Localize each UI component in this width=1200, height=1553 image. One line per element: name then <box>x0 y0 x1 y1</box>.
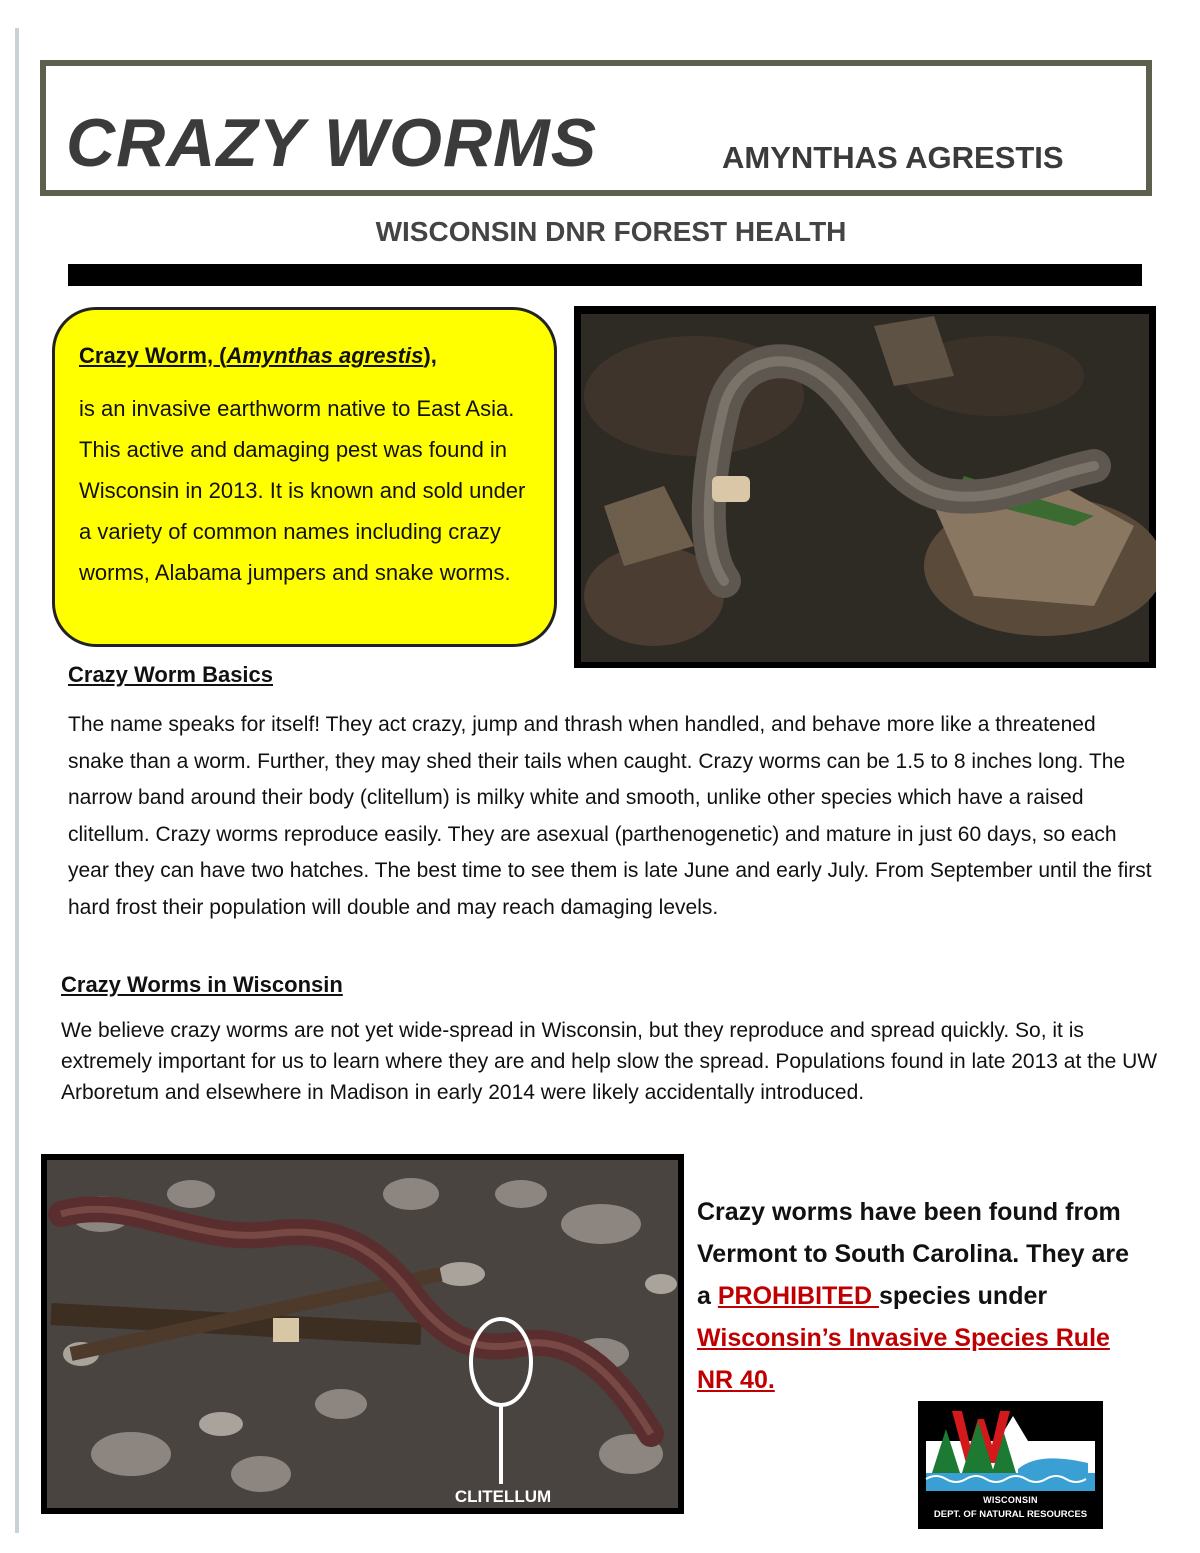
worm-photo-2 <box>41 1154 684 1514</box>
page-margin-rule <box>15 28 19 1533</box>
callout-text-1: Crazy worms have been found from Vermont to South Carolina. They are a <box>697 1198 1130 1310</box>
divider-bar <box>68 264 1142 286</box>
page-title: CRAZY WORMS <box>66 105 598 181</box>
callout-text-2: species under <box>878 1282 1048 1310</box>
logo-line-2: DEPT. OF NATURAL RESOURCES <box>933 1509 1088 1520</box>
intro-callout-box <box>52 307 557 647</box>
basics-heading: Crazy Worm Basics <box>68 662 274 687</box>
scientific-name: AMYNTHAS AGRESTIS <box>722 140 1064 175</box>
wisconsin-heading: Crazy Worms in Wisconsin <box>61 972 343 997</box>
wisconsin-body: We believe crazy worms are not yet wide-spread in Wisconsin, but they reproduce and spread quickly. So, it is extremely important for us to learn where they are and help slow the spread. Populations found in late 2013 at the UW Arboretum and elsewhere in Madison in early 2014 were likely accidentally introduced. <box>61 1019 1158 1104</box>
intro-heading <box>79 343 437 369</box>
intro-heading-italic: Amynthas agrestis <box>226 343 424 368</box>
basics-body: The name speaks for itself! They act crazy, jump and thrash when handled, and behave more like a threatened snake than a worm. Further, they may shed their tails when caught. Crazy worms can be 1.5 to 8 inches long. The narrow band around their body (clitellum) is milky white and smooth, unlike other species which have a raised clitellum. Crazy worms reproduce easily. They are asexual (parthenogenetic) and mature in just 60 days, so each year they can have two hatches. The best time to see them is late June and early July. From September until the first hard frost their population will double and may reach damaging levels. <box>68 713 1152 919</box>
nr40-rule-link[interactable]: Wisconsin’s Invasive Species Rule NR 40. <box>697 1324 1110 1394</box>
intro-heading-prefix: Crazy Worm, ( <box>79 343 227 368</box>
prohibited-callout <box>697 1191 1147 1401</box>
subtitle: WISCONSIN DNR FOREST HEALTH <box>375 216 847 247</box>
worm-photo-1 <box>574 306 1156 668</box>
intro-body: is an invasive earthworm native to East Asia. This active and damaging pest was found in Wisconsin in 2013. It is known and sold under a variety of common names including crazy worms, Alabama jumpers and snake worms. <box>79 396 526 585</box>
logo-line-1: WISCONSIN <box>983 1495 1038 1505</box>
prohibited-label: PROHIBITED <box>717 1282 879 1310</box>
intro-heading-suffix: ), <box>423 343 437 368</box>
wisconsin-dnr-logo <box>918 1401 1103 1529</box>
title-box <box>40 60 1152 196</box>
clitellum-label: CLITELLUM <box>454 1487 552 1506</box>
